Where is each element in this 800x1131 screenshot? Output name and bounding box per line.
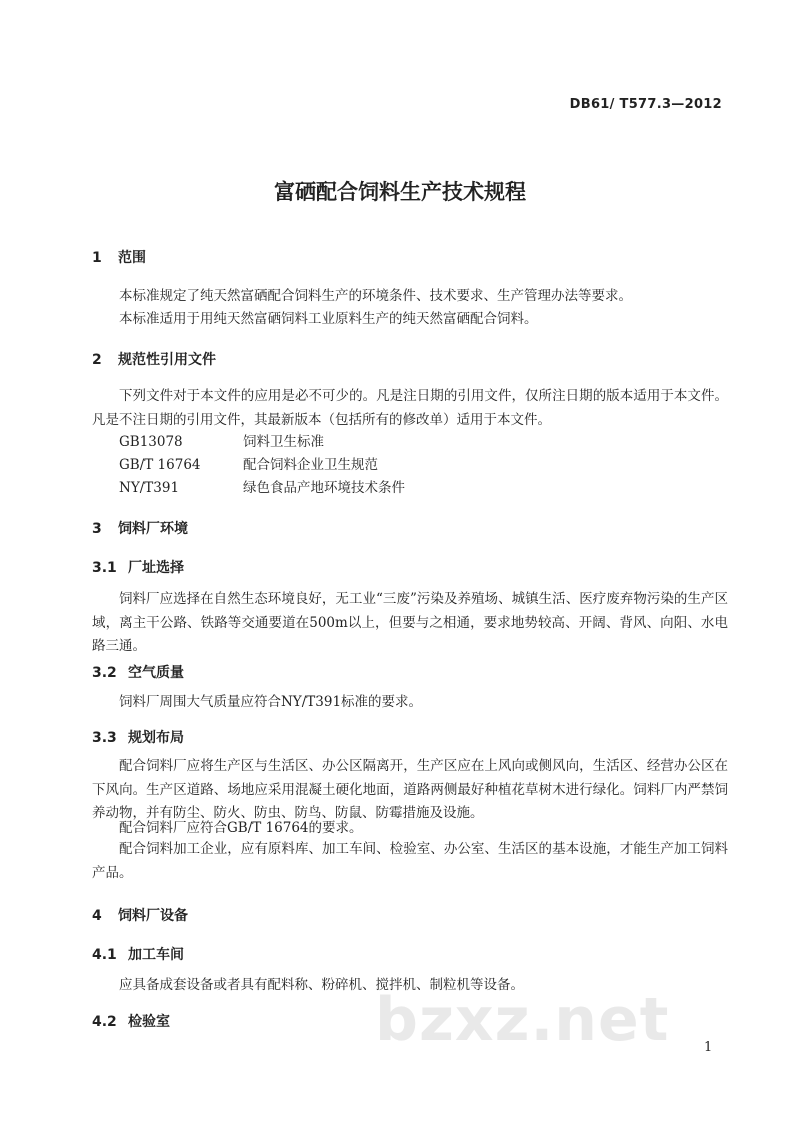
- reference-code: GB/T 16764: [119, 457, 201, 473]
- section-number: 4: [92, 908, 102, 924]
- section-number: 4.1: [92, 947, 117, 963]
- section-title: 饲料厂环境: [118, 521, 188, 537]
- section-1-heading: [92, 247, 146, 267]
- section-title: 厂址选择: [128, 560, 184, 576]
- section-number: 3.3: [92, 730, 117, 746]
- section-title: 加工车间: [128, 947, 184, 963]
- section-2-heading: [92, 349, 216, 369]
- reference-row: [119, 454, 378, 478]
- document-title: 富硒配合饲料生产技术规程: [274, 180, 526, 204]
- reference-code: GB13078: [119, 434, 183, 450]
- reference-name: 饲料卫生标准: [243, 434, 324, 450]
- watermark: bzxz.net: [375, 985, 670, 1055]
- paragraph-air-quality: 饲料厂周围大气质量应符合NY/T391标准的要求。: [119, 694, 423, 710]
- section-number: 3: [92, 521, 102, 537]
- section-title: 饲料厂设备: [118, 908, 188, 924]
- section-title: 规划布局: [128, 730, 184, 746]
- paragraph-layout-1: 配合饲料厂应将生产区与生活区、办公区隔离开，生产区应在上风向或侧风向，生活区、经营办公区在下风向。生产区道路、场地应采用混凝土硬化地面，道路两侧最好种植花草树木进行绿化。饲料厂内严禁饲养动物，并有防尘、防火、防虫、防鸟、防鼠、防霉措施及设施。: [92, 758, 728, 821]
- standard-code: DB61/ T577.3—2012: [569, 97, 722, 112]
- paragraph-scope-2: 本标准适用于用纯天然富硒饲料工业原料生产的纯天然富硒配合饲料。: [119, 311, 538, 327]
- reference-row: [119, 431, 324, 455]
- paragraph-workshop: 应具备成套设备或者具有配料称、粉碎机、搅拌机、制粒机等设备。: [119, 977, 524, 993]
- paragraph-site-selection: 饲料厂应选择在自然生态环境良好，无工业“三废”污染及养殖场、城镇生活、医疗废弃物污染的生产区域，离主干公路、铁路等交通要道在500m以上，但要与之相通，要求地势较高、开阔、背风、向阳、水电路三通。: [92, 591, 728, 654]
- section-title: 规范性引用文件: [118, 352, 216, 368]
- reference-code: NY/T391: [119, 480, 180, 496]
- paragraph-layout-2: 配合饲料厂应符合GB/T 16764的要求。: [119, 820, 363, 836]
- section-number: 4.2: [92, 1014, 117, 1030]
- section-number: 3.2: [92, 665, 117, 681]
- section-4-heading: [92, 905, 188, 925]
- reference-name: 配合饲料企业卫生规范: [243, 457, 378, 473]
- section-number: 2: [92, 352, 102, 368]
- section-4-1-heading: [92, 944, 184, 964]
- section-number: 3.1: [92, 560, 117, 576]
- section-number: 1: [92, 250, 102, 266]
- section-3-2-heading: [92, 662, 184, 682]
- paragraph-layout-3: 配合饲料加工企业，应有原料库、加工车间、检验室、办公室、生活区的基本设施，才能生产加工饲料产品。: [92, 841, 728, 881]
- section-4-2-heading: [92, 1011, 170, 1031]
- section-title: 范围: [118, 250, 146, 266]
- section-3-1-heading: [92, 557, 184, 577]
- paragraph-refs-intro: 下列文件对于本文件的应用是必不可少的。凡是注日期的引用文件，仅所注日期的版本适用于本文件。凡是不注日期的引用文件，其最新版本（包括所有的修改单）适用于本文件。: [92, 388, 728, 428]
- reference-row: [119, 477, 405, 501]
- page-number: 1: [704, 1040, 713, 1055]
- reference-name: 绿色食品产地环境技术条件: [243, 480, 405, 496]
- section-title: 空气质量: [128, 665, 184, 681]
- section-3-3-heading: [92, 727, 184, 747]
- section-3-heading: [92, 518, 188, 538]
- paragraph-scope-1: 本标准规定了纯天然富硒配合饲料生产的环境条件、技术要求、生产管理办法等要求。: [119, 288, 632, 304]
- section-title: 检验室: [128, 1014, 170, 1030]
